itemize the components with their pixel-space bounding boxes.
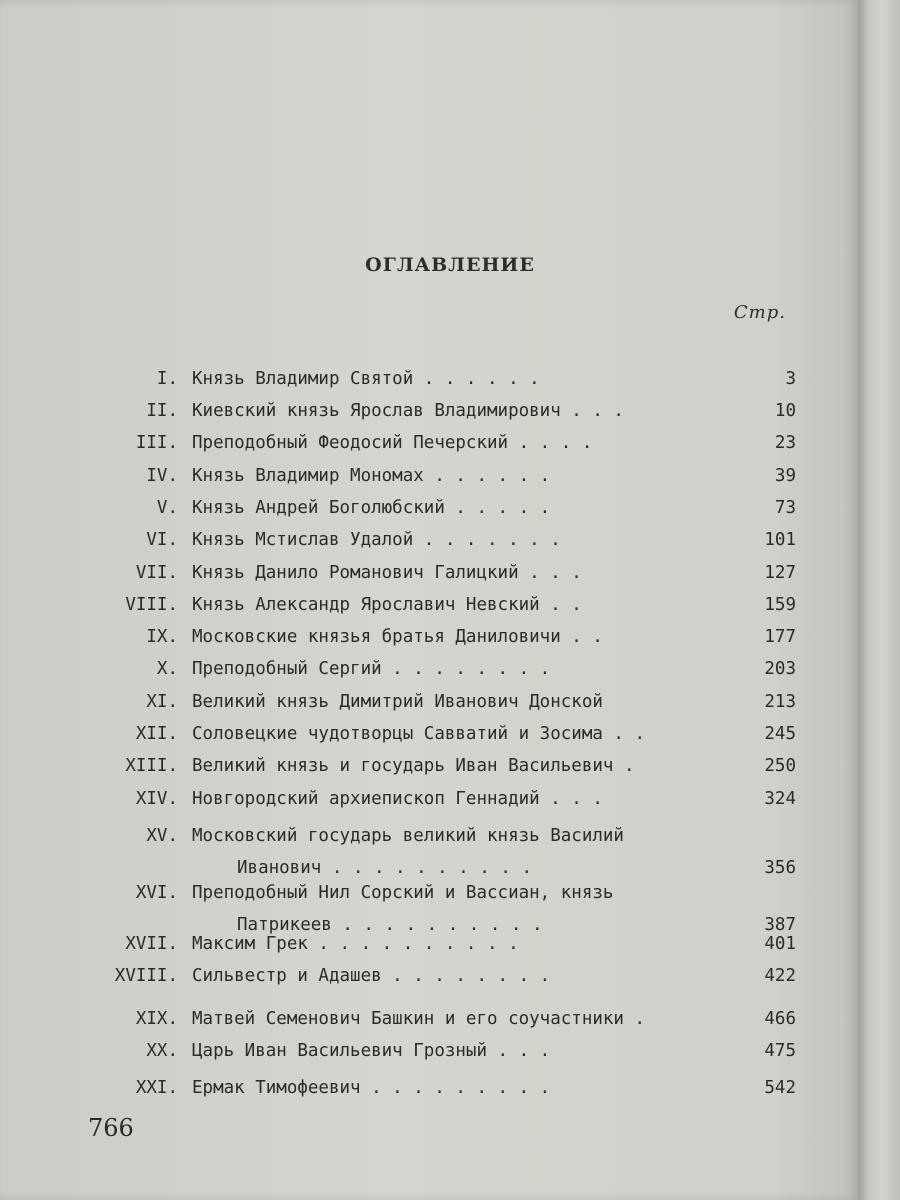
toc-entry-number: XVII. [125,934,178,954]
toc-entry [0,621,858,653]
toc-entry [0,395,858,427]
toc-entry-page: 127 [764,563,796,583]
toc-entry-page: 23 [774,433,796,453]
toc-entry-page: 401 [764,934,796,954]
toc-entry [0,557,858,589]
toc-entry-page: 387 [764,915,796,935]
toc-entry-title: Соловецкие чудотворцы Савватий и Зосима . . [192,724,646,744]
toc-entry-title: Сильвестр и Адашев . . . . . . . . [192,966,551,986]
toc-entry-number: XIV. [135,789,178,809]
toc-entry-title: Московские князья братья Даниловичи . . [192,627,603,647]
toc-entry-title: Киевский князь Ярослав Владимирович . . . [192,401,624,421]
toc-entry [0,653,858,685]
toc-entry-page: 213 [764,692,796,712]
toc-entry-number: VII. [135,563,178,583]
toc-entry-page: 10 [774,401,796,421]
page-number: 766 [88,1114,134,1142]
toc-entry [0,1072,858,1104]
toc-entry-page: 73 [774,498,796,518]
toc-entry-title: Князь Владимир Мономах . . . . . . [192,466,551,486]
toc-entry-title-continuation: Патрикеев . . . . . . . . . . [237,915,543,935]
toc-entry-number: VI. [146,530,178,550]
toc-entry-page: 3 [785,369,796,389]
toc-entry-number: I. [156,369,178,389]
toc-entry-page: 324 [764,789,796,809]
toc-entry [0,820,858,884]
toc-entry [0,750,858,782]
toc-entry-title: Князь Данило Романович Галицкий . . . [192,563,582,583]
toc-entry-page: 245 [764,724,796,744]
toc-entry [0,1003,858,1035]
toc-entry-number: XIII. [125,756,178,776]
toc-entry-title: Преподобный Сергий . . . . . . . . [192,659,551,679]
toc-entry-title: Новгородский архиепископ Геннадий . . . [192,789,603,809]
toc-entry-number: II. [146,401,178,421]
toc-entry-number: XIX. [135,1009,178,1029]
toc-entry [0,363,858,395]
toc-entry-title: Князь Александр Ярославич Невский . . [192,595,582,615]
contents-heading: ОГЛАВЛЕНИЕ [365,254,535,276]
toc-entry-title: Князь Мстислав Удалой . . . . . . . [192,530,561,550]
toc-entry-page: 542 [764,1078,796,1098]
toc-entry-title: Князь Андрей Боголюбский . . . . . [192,498,551,518]
toc-entry-number: XV. [146,826,178,846]
toc-entry-number: V. [156,498,178,518]
toc-entry [0,686,858,718]
toc-entry-title: Максим Грек . . . . . . . . . . [192,934,519,954]
toc-entry [0,1035,858,1067]
toc-entry-page: 39 [774,466,796,486]
toc-entry [0,718,858,750]
toc-entry [0,460,858,492]
toc-entry-number: VIII. [125,595,178,615]
toc-entry-title: Московский государь великий князь Василий [192,826,624,846]
toc-entry-title-continuation: Иванович . . . . . . . . . . [237,858,533,878]
toc-entry-title: Преподобный Феодосий Печерский . . . . [192,433,593,453]
toc-entry-number: XXI. [135,1078,178,1098]
toc-entry [0,427,858,459]
toc-entry-title: Великий князь и государь Иван Васильевич . [192,756,635,776]
next-page-edge [858,0,900,1200]
toc-entry [0,589,858,621]
toc-entry [0,524,858,556]
toc-entry-title: Преподобный Нил Сорский и Вассиан, князь [192,883,614,903]
toc-entry-number: XII. [135,724,178,744]
page-column-label: Стр. [733,302,786,323]
toc-entry-page: 177 [764,627,796,647]
toc-entry-number: XI. [146,692,178,712]
toc-entry-number: X. [156,659,178,679]
toc-entry-page: 159 [764,595,796,615]
toc-entry-page: 101 [764,530,796,550]
toc-entry-page: 422 [764,966,796,986]
toc-entry-number: XX. [146,1041,178,1061]
toc-entry-number: XVIII. [114,966,178,986]
toc-entry [0,960,858,992]
toc-entry [0,928,858,960]
toc-entry-page: 356 [764,858,796,878]
toc-entry-page: 203 [764,659,796,679]
toc-entry-title: Князь Владимир Святой . . . . . . [192,369,540,389]
toc-entry-title: Матвей Семенович Башкин и его соучастники . [192,1009,646,1029]
toc-entry [0,492,858,524]
toc-entry-title: Царь Иван Васильевич Грозный . . . [192,1041,551,1061]
toc-entry-title: Ермак Тимофеевич . . . . . . . . . [192,1078,551,1098]
toc-entry-number: IV. [146,466,178,486]
toc-entry-number: IX. [146,627,178,647]
toc-entry-title: Великий князь Димитрий Иванович Донской [192,692,603,712]
toc-entry-number: III. [135,433,178,453]
toc-entry-number: XVI. [135,883,178,903]
toc-entry-page: 466 [764,1009,796,1029]
toc-entry [0,783,858,815]
toc-entry-page: 475 [764,1041,796,1061]
toc-entry-page: 250 [764,756,796,776]
